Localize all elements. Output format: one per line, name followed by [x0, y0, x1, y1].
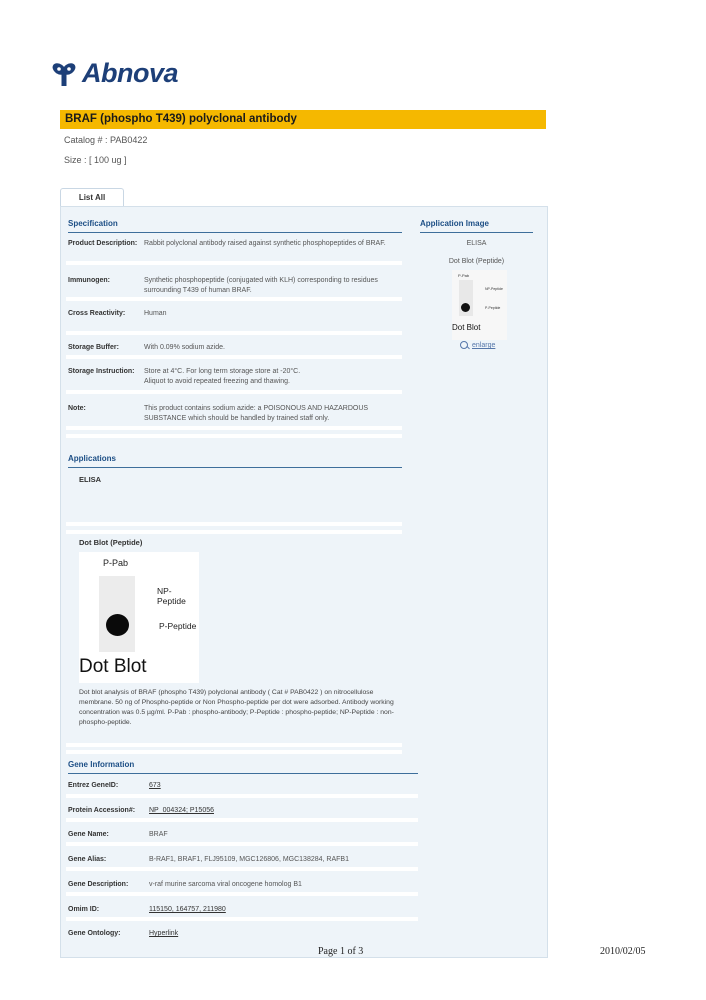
row-separator — [66, 297, 402, 301]
application-image-heading: Application Image — [420, 219, 533, 233]
protein-accession-link[interactable]: NP_004324; P15056 — [149, 807, 214, 814]
spec-value: This product contains sodium azide: a POISONOUS AND HAZARDOUS SUBSTANCE which should be handled by trained staff only. — [144, 405, 369, 422]
product-size: Size : [ 100 ug ] — [64, 155, 127, 165]
spec-value: Rabbit polyclonal antibody raised against synthetic phosphopeptides of BRAF. — [144, 240, 386, 247]
thumb-label-np: NP-Peptide — [485, 287, 503, 291]
enlarge-link-text[interactable]: enlarge — [472, 341, 496, 349]
gene-information-heading: Gene Information — [68, 760, 418, 774]
thumb-label-dotblot: Dot Blot — [452, 323, 481, 332]
row-separator — [66, 867, 418, 871]
spec-label: Note: — [68, 405, 86, 412]
gene-label: Gene Alias: — [68, 856, 107, 863]
gene-value — [149, 781, 407, 791]
row-separator — [66, 261, 402, 265]
abnova-logo-mark — [50, 61, 78, 87]
dot-blot-image — [79, 552, 199, 683]
spec-value: Human — [144, 310, 167, 317]
specification-heading: Specification — [68, 219, 402, 233]
blot-label-np: NP-Peptide — [157, 586, 186, 606]
page-number: Page 1 of 3 — [318, 946, 364, 957]
gene-label: Omim ID: — [68, 906, 100, 913]
gene-value — [149, 806, 407, 816]
gene-value: B-RAF1, BRAF1, FLJ95109, MGC126806, MGC138284, RAFB1 — [149, 856, 349, 863]
row-separator — [66, 530, 402, 534]
app-image-caption-dotblot: Dot Blot (Peptide) — [448, 258, 505, 265]
row-separator — [66, 892, 418, 896]
row-separator — [66, 522, 402, 526]
thumb-label-pab: P-Pab — [458, 273, 470, 278]
application-elisa: ELISA — [79, 475, 102, 484]
gene-value: v-raf murine sarcoma viral oncogene homolog B1 — [149, 881, 302, 888]
dot-blot-thumbnail[interactable] — [452, 270, 507, 340]
blot-label-dotblot: Dot Blot — [79, 656, 147, 677]
spec-label: Product Description: — [68, 240, 138, 247]
spec-value: Synthetic phosphopeptide (conjugated with KLH) corresponding to residues surrounding T439 of human BRAF. — [144, 277, 378, 294]
gene-value: BRAF — [149, 831, 168, 838]
blot-dot — [106, 614, 129, 636]
gene-label: Protein Accession#: — [68, 807, 136, 814]
row-separator — [66, 390, 402, 394]
dot-blot-description: Dot blot analysis of BRAF (phospho T439) polyclonal antibody ( Cat # PAB0422 ) on nitrocellulose membrane. 50 ng of Phospho-peptide or Non Phospho-peptide per dot were adsorbed. Antibody working concentration was 0.5 µg/ml. P-Pab : phospho-antibody; P-Peptide : phospho-peptide; NP-Peptide : non-phospho-peptide. — [79, 689, 394, 726]
abnova-logo — [50, 58, 178, 89]
tab-list-all[interactable]: List All — [60, 188, 124, 207]
row-separator — [66, 818, 418, 822]
gene-value — [149, 929, 407, 939]
spec-value: Store at 4°C. For long term storage store at -20°C. Aliquot to avoid repeated freezing and thawing. — [144, 368, 301, 385]
blot-label-pab: P-Pab — [103, 558, 129, 568]
brand-name: Abnova — [82, 58, 179, 88]
app-image-caption-elisa: ELISA — [466, 240, 487, 247]
spec-value: With 0.09% sodium azide. — [144, 344, 225, 351]
gene-label: Gene Name: — [68, 831, 109, 838]
catalog-number: Catalog # : PAB0422 — [64, 135, 148, 145]
row-separator — [66, 355, 402, 359]
gene-ontology-link[interactable]: Hyperlink — [149, 930, 179, 937]
thumb-label-p: P-Peptide — [485, 306, 501, 310]
gene-label: Entrez GeneID: — [68, 782, 119, 789]
gene-label: Gene Description: — [68, 881, 129, 888]
row-separator — [66, 917, 418, 921]
applications-heading: Applications — [68, 454, 402, 468]
product-title: BRAF (phospho T439) polyclonal antibody — [65, 113, 297, 125]
spec-label: Storage Instruction: — [68, 368, 135, 375]
print-date: 2010/02/05 — [600, 946, 646, 957]
row-separator — [66, 331, 402, 335]
row-separator — [66, 743, 402, 747]
blot-label-p: P-Peptide — [159, 621, 197, 631]
spec-label: Cross Reactivity: — [68, 310, 126, 317]
row-separator — [66, 842, 418, 846]
gene-value — [149, 905, 407, 915]
enlarge-link[interactable] — [460, 341, 495, 349]
gene-label: Gene Ontology: — [68, 930, 121, 937]
dot-blot-title: Dot Blot (Peptide) — [79, 538, 143, 547]
spec-label: Immunogen: — [68, 277, 110, 284]
row-separator — [66, 794, 418, 798]
row-separator — [66, 434, 402, 438]
product-title-bar — [60, 110, 546, 129]
row-separator — [66, 750, 402, 754]
magnifier-icon — [460, 341, 468, 349]
omim-id-links[interactable]: 115150, 164757, 211980 — [149, 906, 226, 913]
spec-label: Storage Buffer: — [68, 344, 119, 351]
thumb-dot — [461, 303, 470, 312]
entrez-gene-link[interactable]: 673 — [149, 782, 161, 789]
row-separator — [66, 426, 402, 430]
